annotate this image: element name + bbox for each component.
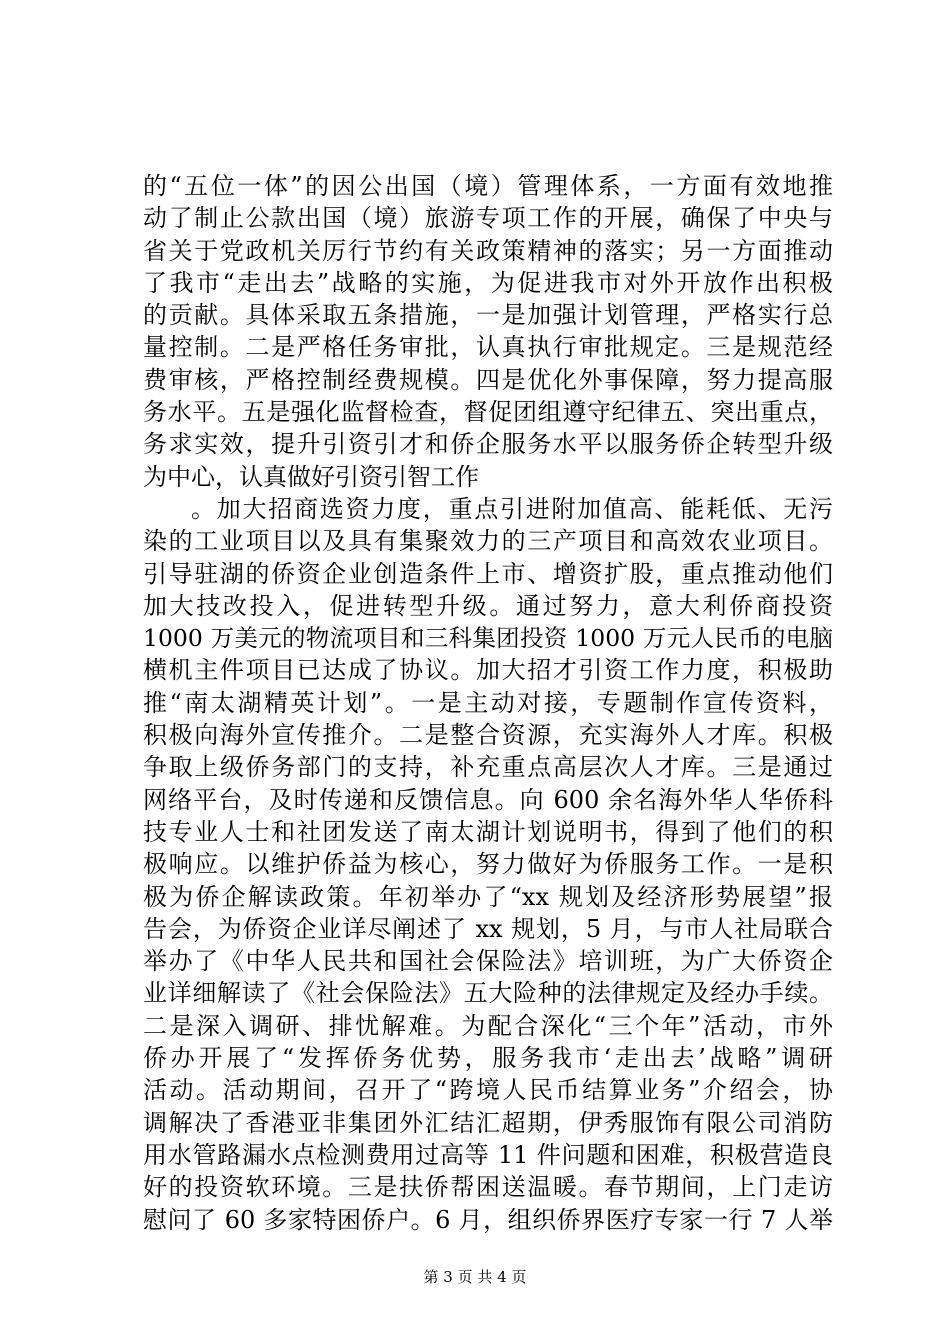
text-line: 侨办开展了“发挥侨务优势，服务我市‘走出去’战略”调研 (143, 1044, 833, 1073)
text-line: 动了制止公款出国（境）旅游专项工作的开展，确保了中央与 (143, 204, 833, 233)
text-line: 好的投资软环境。三是扶侨帮困送温暖。春节期间，上门走访 (143, 1173, 833, 1202)
text-line: 举办了《中华人民共和国社会保险法》培训班，为广大侨资企 (143, 947, 833, 976)
text-line: 网络平台，及时传递和反馈信息。向 600 余名海外华人华侨科 (143, 785, 833, 814)
text-line: 极为侨企解读政策。年初举办了“xx 规划及经济形势展望”报 (143, 882, 833, 911)
page-footer (0, 1267, 950, 1287)
text-line: 务求实效，提升引资引才和侨企服务水平以服务侨企转型升级 (143, 430, 833, 459)
text-line: 加大技改投入，促进转型升级。通过努力，意大利侨商投资 (143, 591, 833, 620)
text-line: 极响应。以维护侨益为核心，努力做好为侨服务工作。一是积 (143, 850, 833, 879)
text-line: 积极向海外宣传推介。二是整合资源，充实海外人才库。积极 (143, 721, 833, 750)
text-line: 量控制。二是严格任务审批，认真执行审批规定。三是规范经 (143, 333, 833, 362)
text-line: 1000 万美元的物流项目和三科集团投资 1000 万元人民币的电脑 (143, 624, 833, 653)
text-line: 的“五位一体”的因公出国（境）管理体系，一方面有效地推 (143, 172, 833, 200)
text-line: 慰问了 60 多家特困侨户。6 月，组织侨界医疗专家一行 7 人举 (143, 1205, 833, 1234)
text-line: 的贡献。具体采取五条措施，一是加强计划管理，严格实行总 (143, 301, 833, 330)
text-line: 了我市“走出去”战略的实施，为促进我市对外开放作出积极 (143, 268, 833, 297)
text-line: 调解决了香港亚非集团外汇结汇超期，伊秀服饰有限公司消防 (143, 1108, 833, 1137)
page-number-label: 第 3 页 共 4 页 (423, 1268, 527, 1286)
text-line: 技专业人士和社团发送了南太湖计划说明书，得到了他们的积 (143, 817, 833, 846)
text-line: 引导驻湖的侨资企业创造条件上市、增资扩股，重点推动他们 (143, 559, 833, 588)
text-line: 业详细解读了《社会保险法》五大险种的法律规定及经办手续。 (143, 979, 833, 1008)
text-line: 用水管路漏水点检测费用过高等 11 件问题和困难，积极营造良 (143, 1140, 833, 1169)
text-line: 二是深入调研、排忧解难。为配合深化“三个年”活动，市外 (143, 1011, 833, 1040)
text-line: 推“南太湖精英计划”。一是主动对接，专题制作宣传资料， (143, 688, 833, 717)
text-line: 务水平。五是强化监督检查，督促团组遵守纪律五、突出重点， (143, 398, 833, 427)
text-line: 省关于党政机关厉行节约有关政策精神的落实；另一方面推动 (143, 236, 833, 265)
text-line: 费审核，严格控制经费规模。四是优化外事保障，努力提高服 (143, 365, 833, 394)
text-line: 为中心，认真做好引资引智工作 (143, 462, 479, 491)
text-line: 告会，为侨资企业详尽阐述了 xx 规划，5 月，与市人社局联合 (143, 914, 833, 943)
text-line: 染的工业项目以及具有集聚效力的三产项目和高效农业项目。 (143, 527, 833, 556)
document-body (143, 170, 833, 1236)
text-line: 横机主件项目已达成了协议。加大招才引资工作力度，积极助 (143, 656, 833, 685)
text-line: 争取上级侨务部门的支持，补充重点高层次人才库。三是通过 (143, 753, 833, 782)
text-line: 活动。活动期间，召开了“跨境人民币结算业务”介绍会，协 (143, 1076, 833, 1105)
text-line: 。加大招商选资力度，重点引进附加值高、能耗低、无污 (191, 494, 833, 523)
